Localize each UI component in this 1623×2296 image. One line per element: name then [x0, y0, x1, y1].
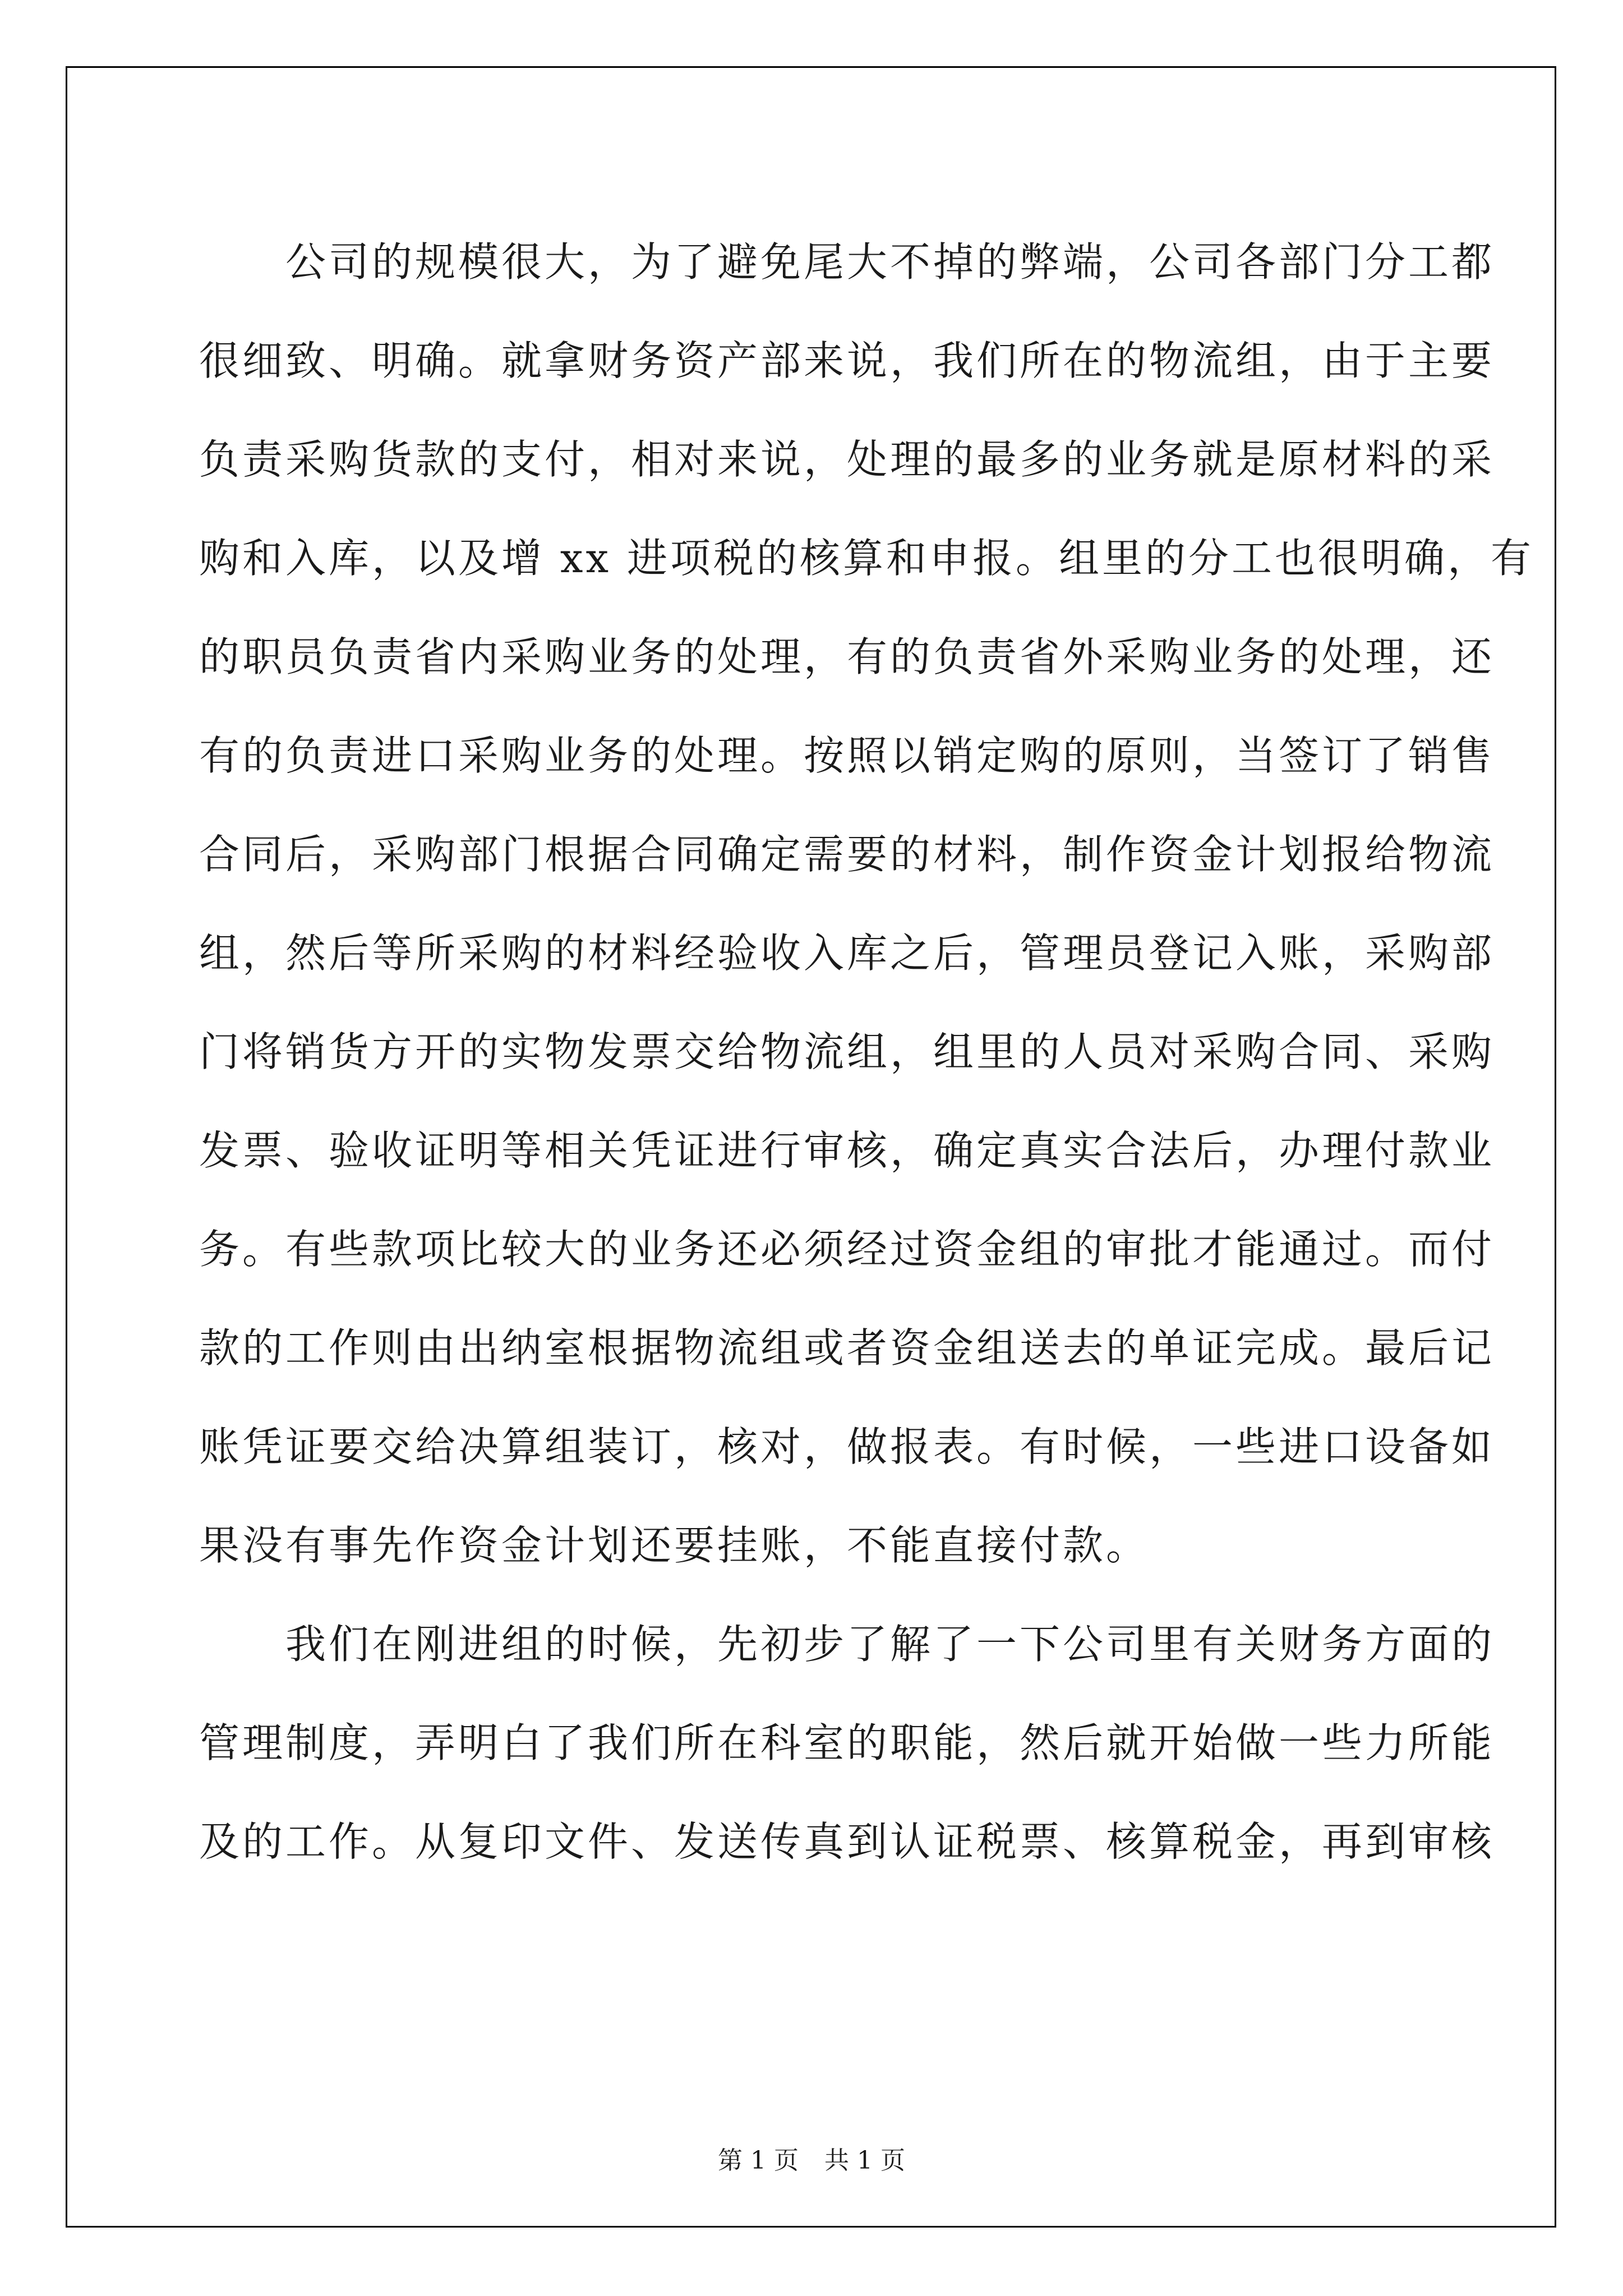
- text-line: 有的负责进口采购业务的处理。按照以销定购的原则，当签订了销售: [199, 732, 1495, 779]
- text-line: 务。有些款项比较大的业务还必须经过资金组的审批才能通过。而付: [199, 1226, 1495, 1273]
- text-line: 发票、验收证明等相关凭证进行审核，确定真实合法后，办理付款业: [199, 1127, 1495, 1174]
- text-line: 负责采购货款的支付，相对来说，处理的最多的业务就是原材料的采: [199, 436, 1495, 483]
- text-line: 公司的规模很大，为了避免尾大不掉的弊端，公司各部门分工都: [199, 238, 1495, 286]
- text-line: 门将销货方开的实物发票交给物流组，组里的人员对采购合同、采购: [199, 1028, 1495, 1075]
- text-line: 管理制度，弄明白了我们所在科室的职能，然后就开始做一些力所能: [199, 1719, 1495, 1766]
- text-line: 果没有事先作资金计划还要挂账，不能直接付款。: [199, 1522, 1150, 1569]
- text-line: 款的工作则由出纳室根据物流组或者资金组送去的单证完成。最后记: [199, 1324, 1495, 1372]
- document-body: [199, 213, 1534, 1891]
- text-line: 我们在刚进组的时候，先初步了解了一下公司里有关财务方面的: [199, 1621, 1495, 1668]
- text-line: 及的工作。从复印文件、发送传真到认证税票、核算税金，再到审核: [199, 1818, 1495, 1865]
- text-line: 购和入库，以及增 xx 进项税的核算和申报。组里的分工也很明确，有: [199, 535, 1534, 582]
- page-number: 第 1 页: [718, 2146, 799, 2175]
- text-line: 账凭证要交给决算组装订，核对，做报表。有时候，一些进口设备如: [199, 1423, 1495, 1470]
- page-total: 共 1 页: [824, 2146, 905, 2175]
- text-line: 很细致、明确。就拿财务资产部来说，我们所在的物流组，由于主要: [199, 337, 1495, 384]
- page-footer: [0, 2140, 1623, 2176]
- text-line: 合同后，采购部门根据合同确定需要的材料，制作资金计划报给物流: [199, 831, 1495, 878]
- text-line: 的职员负责省内采购业务的处理，有的负责省外采购业务的处理，还: [199, 633, 1495, 680]
- text-line: 组，然后等所采购的材料经验收入库之后，管理员登记入账，采购部: [199, 930, 1495, 977]
